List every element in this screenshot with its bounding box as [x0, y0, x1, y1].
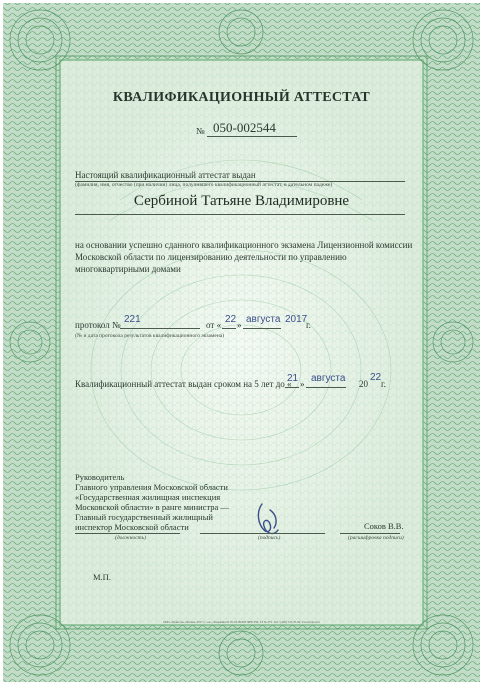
handwritten-signature — [248, 500, 288, 540]
protocol-label: протокол № — [75, 320, 121, 330]
seal-label: М.П. — [93, 572, 111, 582]
protocol-day-underline — [222, 328, 236, 329]
basis-line-2: Московской области по лицензированию деятельности по управлению — [75, 252, 347, 262]
protocol-month-underline — [243, 328, 281, 329]
protocol-month: августа — [246, 314, 281, 325]
validity-day: 21 — [287, 373, 299, 384]
position-hint: (должность) — [115, 535, 146, 541]
basis-line-1: на основании успешно сданного квалификационного экзамена Лицензионной комиссии — [75, 240, 413, 250]
signatory-name: Соков В.В. — [364, 521, 404, 531]
validity-day-underline — [285, 387, 299, 388]
signatory-line-1: Руководитель — [75, 472, 125, 482]
protocol-close-quote: » — [237, 320, 242, 330]
certificate-title: КВАЛИФИКАЦИОННЫЙ АТТЕСТАТ — [112, 90, 371, 105]
issued-to-label: Настоящий квалификационный аттестат выдан — [75, 170, 256, 180]
signature-hint: (подпись) — [258, 535, 281, 541]
number-prefix: № — [196, 126, 205, 136]
protocol-day: 22 — [225, 314, 237, 325]
printer-note: ООО «Трайтон», Москва, 2017 г., «А», Лицензия № 05-05-09/003 ФНС РФ, ТЗ № 272. Тел.: (495) 725-47-09, www.trajton.ru — [163, 620, 320, 624]
signatory-line-4: Московской области» в ранге министра — — [75, 502, 229, 512]
validity-year-suffix: г. — [381, 379, 386, 389]
signature-underline — [200, 533, 325, 534]
certificate-number: 050-002544 — [213, 120, 276, 135]
validity-close-quote: » — [300, 379, 305, 389]
number-underline — [207, 136, 297, 137]
name-underline — [340, 533, 400, 534]
protocol-number: 221 — [124, 314, 141, 325]
validity-year-prefix: 20 — [359, 379, 368, 389]
basis-line-3: многоквартирными домами — [75, 264, 181, 274]
protocol-year: 2017 — [285, 314, 308, 325]
issued-to-hint: (фамилия, имя, отчество (при наличии) лица, получившего квалификационный аттестат, в дательном падеже) — [75, 182, 333, 188]
holder-name: Сербиной Татьяне Владимировне — [133, 193, 350, 209]
validity-text: Квалификационный аттестат выдан сроком на 5 лет до « — [75, 379, 292, 389]
protocol-year-suffix: г. — [306, 320, 311, 330]
signatory-line-6: инспектор Московской области — [75, 522, 189, 532]
signatory-line-3: «Государственная жилищная инспекция — [75, 492, 221, 502]
validity-month: августа — [311, 373, 346, 384]
protocol-number-underline — [120, 328, 200, 329]
protocol-from-label: от « — [206, 320, 222, 330]
name-hint: (расшифровка подписи) — [348, 535, 404, 541]
signatory-line-2: Главного управления Московской области — [75, 482, 228, 492]
validity-year: 22 — [370, 372, 382, 383]
protocol-hint: (№ и дата протокола результатов квалификационного экзамена) — [75, 333, 225, 339]
validity-month-underline — [306, 387, 346, 388]
holder-name-underline — [75, 214, 405, 215]
position-underline — [75, 533, 180, 534]
signatory-line-5: Главный государственный жилищный — [75, 512, 213, 522]
